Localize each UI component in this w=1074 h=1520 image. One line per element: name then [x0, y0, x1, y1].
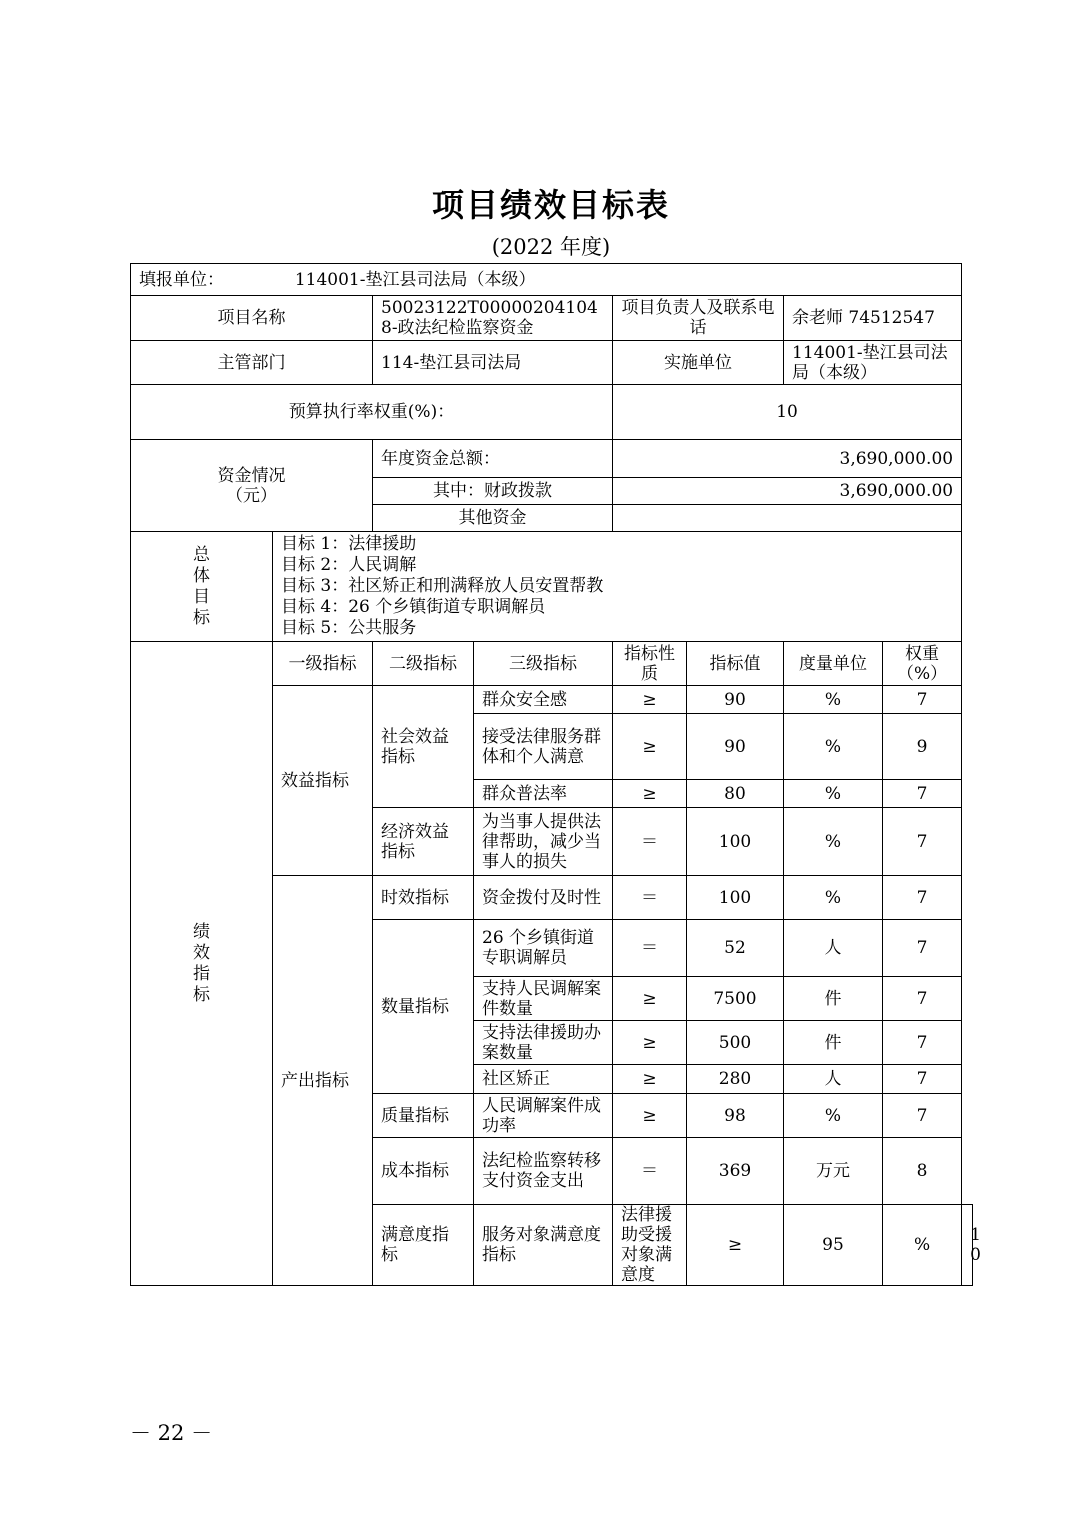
- unit-row: [131, 264, 962, 296]
- row-unit: %: [784, 808, 883, 876]
- header-weight: 权重（%）: [883, 642, 962, 686]
- row-weight: 7: [883, 1065, 962, 1094]
- row-nature: ≥: [687, 1205, 784, 1286]
- level2-cost: 成本指标: [373, 1138, 474, 1205]
- row-value: 98: [687, 1094, 784, 1138]
- budget-weight-value: 10: [613, 385, 962, 440]
- row-nature: ≥: [613, 1094, 687, 1138]
- leader-value: 余老师 74512547: [784, 296, 962, 341]
- funds-fiscal-value: 3,690,000.00: [613, 478, 962, 505]
- row-value: 100: [687, 808, 784, 876]
- row-name: 人民调解案件成功率: [474, 1094, 613, 1138]
- row-name: 支持法律援助办案数量: [474, 1021, 613, 1065]
- row-unit: %: [784, 876, 883, 920]
- row-unit: %: [784, 1094, 883, 1138]
- level1-output: 产出指标: [273, 876, 373, 1286]
- row-value: 280: [687, 1065, 784, 1094]
- row-unit: 件: [784, 1021, 883, 1065]
- row-unit: %: [784, 780, 883, 808]
- header-value: 指标值: [687, 642, 784, 686]
- row-weight: 7: [883, 780, 962, 808]
- row-name: 法律援助受援对象满意度: [613, 1205, 687, 1286]
- header-level1: 一级指标: [273, 642, 373, 686]
- header-level2: 二级指标: [373, 642, 474, 686]
- row-value: 369: [687, 1138, 784, 1205]
- funds-other-value: [613, 505, 962, 532]
- page-number: － 22 －: [130, 1421, 213, 1445]
- header-unit: 度量单位: [784, 642, 883, 686]
- row-nature: ＝: [613, 808, 687, 876]
- year-subtitle: (2022 年度): [491, 235, 611, 259]
- overall-char: 标: [193, 607, 210, 628]
- perf-char: 指: [193, 963, 210, 984]
- row-unit: 人: [784, 920, 883, 977]
- row-value: 52: [687, 920, 784, 977]
- funds-other-label: 其他资金: [373, 505, 613, 532]
- perf-char: 标: [193, 984, 210, 1005]
- page-title: 项目绩效目标表: [431, 186, 670, 224]
- level1-benefit: 效益指标: [273, 686, 373, 876]
- row-value: 90: [687, 686, 784, 714]
- impl-value: 114001-垫江县司法局（本级）: [784, 341, 962, 385]
- row-name: 社区矫正: [474, 1065, 613, 1094]
- row-nature: ≥: [613, 714, 687, 780]
- row-name: 法纪检监察转移支付资金支出: [474, 1138, 613, 1205]
- goal-item: 目标 3：社区矫正和刑满释放人员安置帮教: [281, 576, 604, 596]
- funds-fiscal-label: 其中：财政拨款: [373, 478, 613, 505]
- row-weight: 7: [883, 1094, 962, 1138]
- impl-label: 实施单位: [613, 341, 784, 385]
- row-weight: 9: [883, 714, 962, 780]
- goals-list: [273, 532, 962, 642]
- level2-quality: 质量指标: [373, 1094, 474, 1138]
- perf-indicator-label: [131, 642, 273, 1286]
- level2-quantity: 数量指标: [373, 920, 474, 1094]
- goal-item: 目标 2：人民调解: [281, 555, 417, 575]
- row-weight: 7: [883, 686, 962, 714]
- row-nature: ＝: [613, 1138, 687, 1205]
- row-nature: ≥: [613, 686, 687, 714]
- row-name: 群众普法率: [474, 780, 613, 808]
- funds-total-label: 年度资金总额：: [373, 440, 613, 478]
- row-nature: ＝: [613, 876, 687, 920]
- header-level3: 三级指标: [474, 642, 613, 686]
- goal-item: 目标 4：26 个乡镇街道专职调解员: [281, 597, 546, 617]
- row-value: 95: [784, 1205, 883, 1286]
- header-nature: 指标性质: [613, 642, 687, 686]
- row-unit: %: [784, 686, 883, 714]
- row-weight: 10: [962, 1205, 973, 1286]
- goal-item: 目标 5：公共服务: [281, 618, 417, 638]
- row-unit: 件: [784, 977, 883, 1021]
- row-value: 500: [687, 1021, 784, 1065]
- overall-goal-label: [131, 532, 273, 642]
- row-value: 90: [687, 714, 784, 780]
- row-unit: 人: [784, 1065, 883, 1094]
- row-weight: 8: [883, 1138, 962, 1205]
- budget-weight-label: 预算执行率权重(%)：: [131, 385, 613, 440]
- unit-value: 114001-垫江县司法局（本级）: [294, 269, 536, 290]
- perf-char: 效: [193, 942, 210, 963]
- row-nature: ≥: [613, 780, 687, 808]
- project-name-label: 项目名称: [131, 296, 373, 341]
- funds-label-line2: （元）: [226, 485, 277, 506]
- row-name: 支持人民调解案件数量: [474, 977, 613, 1021]
- row-name: 接受法律服务群体和个人满意: [474, 714, 613, 780]
- row-value: 100: [687, 876, 784, 920]
- overall-char: 体: [193, 565, 210, 586]
- performance-table: [130, 263, 981, 1286]
- level2-timeliness: 时效指标: [373, 876, 474, 920]
- row-value: 7500: [687, 977, 784, 1021]
- row-name: 26 个乡镇街道专职调解员: [474, 920, 613, 977]
- funds-total-value: 3,690,000.00: [613, 440, 962, 478]
- row-value: 80: [687, 780, 784, 808]
- dept-value: 114-垫江县司法局: [373, 341, 613, 385]
- row-name: 群众安全感: [474, 686, 613, 714]
- level2-economic: 经济效益指标: [373, 808, 474, 876]
- row-nature: ＝: [613, 920, 687, 977]
- funds-label-line1: 资金情况: [217, 465, 286, 486]
- level2-service: 服务对象满意度指标: [474, 1205, 613, 1286]
- perf-char: 绩: [193, 921, 210, 942]
- project-name-value: 50023122T000002041048-政法纪检监察资金: [373, 296, 613, 341]
- row-weight: 7: [883, 1021, 962, 1065]
- overall-char: 目: [193, 586, 210, 607]
- leader-label: 项目负责人及联系电话: [613, 296, 784, 341]
- unit-label: 填报单位：: [139, 269, 224, 290]
- row-name: 资金拨付及时性: [474, 876, 613, 920]
- row-weight: 7: [883, 808, 962, 876]
- row-unit: 万元: [784, 1138, 883, 1205]
- row-nature: ≥: [613, 1065, 687, 1094]
- row-name: 为当事人提供法律帮助，减少当事人的损失: [474, 808, 613, 876]
- row-nature: ≥: [613, 977, 687, 1021]
- dept-label: 主管部门: [131, 341, 373, 385]
- goal-item: 目标 1：法律援助: [281, 534, 417, 554]
- row-weight: 7: [883, 977, 962, 1021]
- row-unit: %: [883, 1205, 962, 1286]
- row-weight: 7: [883, 920, 962, 977]
- row-nature: ≥: [613, 1021, 687, 1065]
- level2-social: 社会效益指标: [373, 686, 474, 808]
- row-weight: 7: [883, 876, 962, 920]
- level1-satisfaction: 满意度指标: [373, 1205, 474, 1286]
- funds-label: [131, 440, 373, 532]
- overall-char: 总: [193, 544, 210, 565]
- row-unit: %: [784, 714, 883, 780]
